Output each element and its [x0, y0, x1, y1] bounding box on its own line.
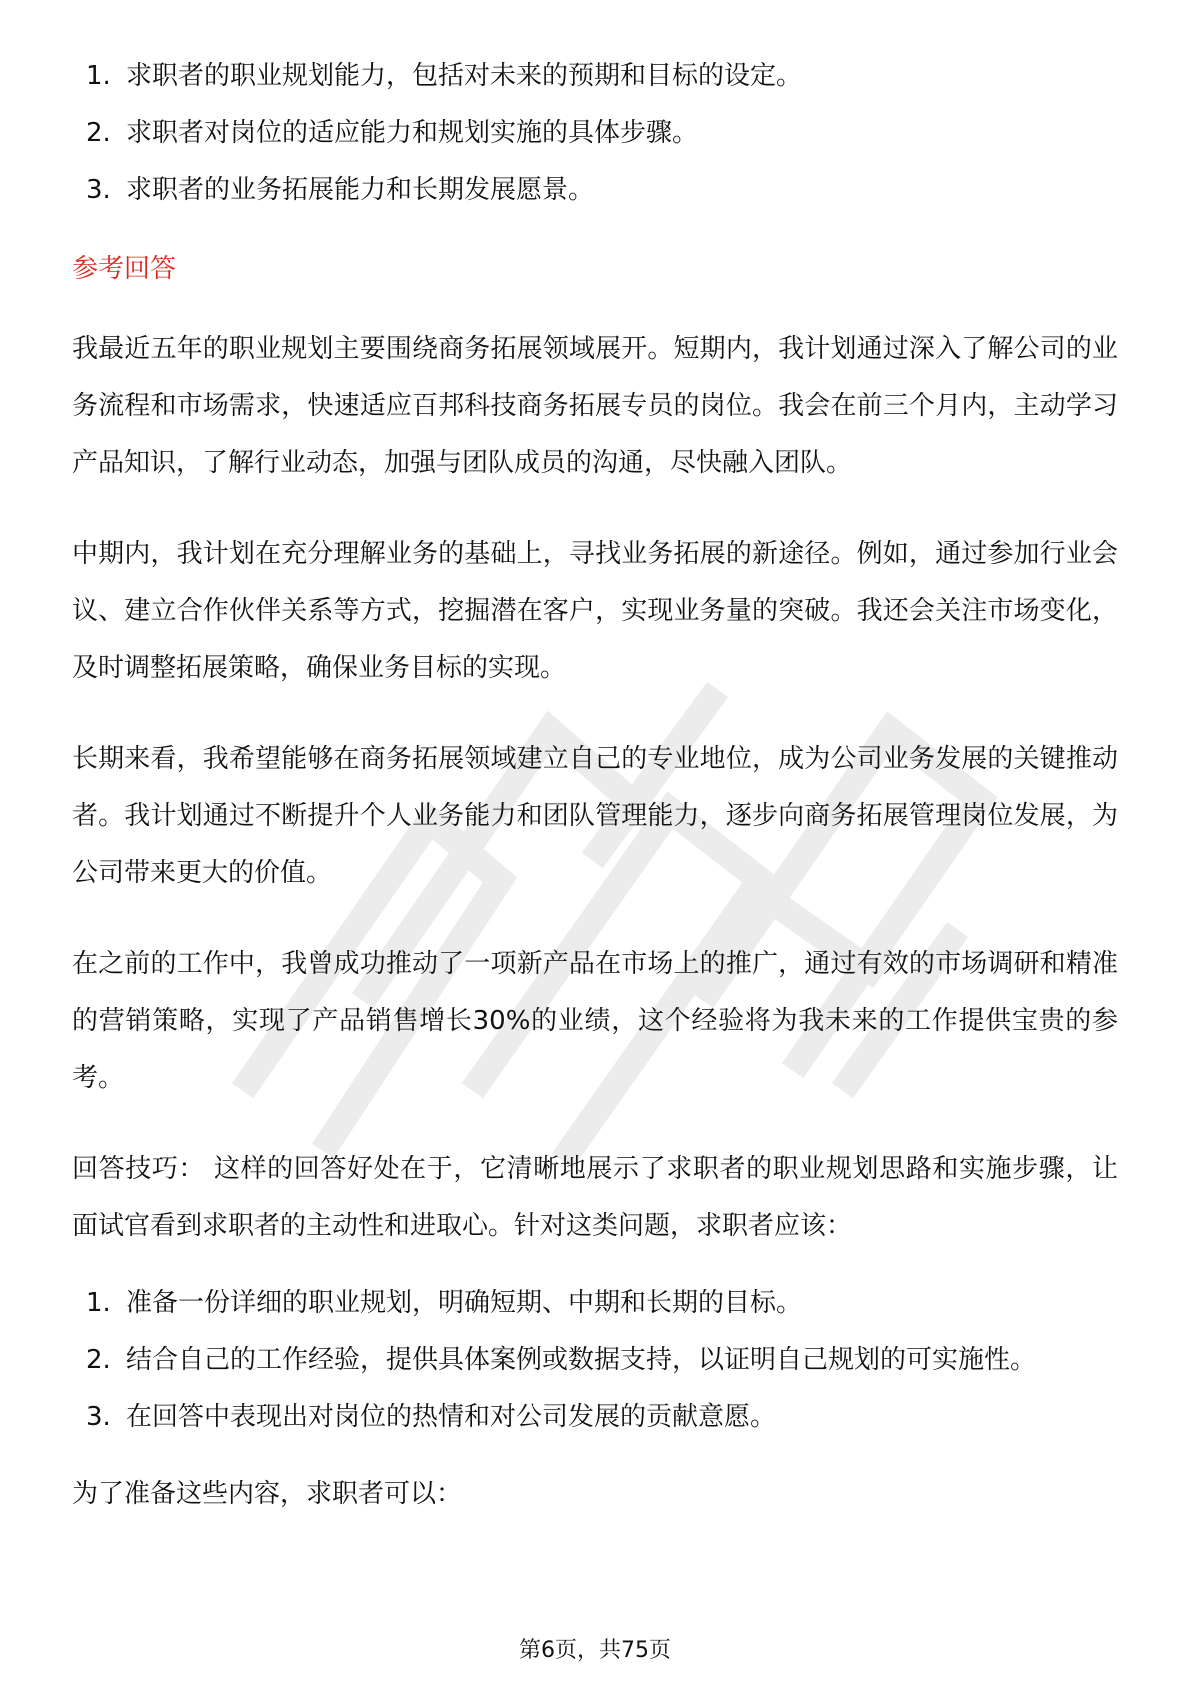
list-item — [72, 162, 1118, 219]
list-item — [72, 105, 1118, 162]
list-text: 准备一份详细的职业规划，明确短期、中期和长期的目标。 — [126, 1288, 803, 1318]
list-text: 求职者对岗位的适应能力和规划实施的具体步骤。 — [126, 118, 699, 148]
tips-list — [72, 1275, 1118, 1446]
paragraph-mid-term: 中期内，我计划在充分理解业务的基础上，寻找业务拓展的新途径。例如，通过参加行业会议、建立合作伙伴关系等方式，挖掘潜在客户，实现业务量的突破。我还会关注市场变化，及时调整拓展策略，确保业务目标的实现。 — [72, 539, 1118, 683]
list-number: 2. — [86, 118, 111, 148]
list-text: 求职者的职业规划能力，包括对未来的预期和目标的设定。 — [126, 61, 803, 91]
paragraph-experience: 在之前的工作中，我曾成功推动了一项新产品在市场上的推广，通过有效的市场调研和精准的营销策略，实现了产品销售增长30%的业绩，这个经验将为我未来的工作提供宝贵的参考。 — [72, 949, 1118, 1093]
paragraph-short-term: 我最近五年的职业规划主要围绕商务拓展领域展开。短期内，我计划通过深入了解公司的业务流程和市场需求，快速适应百邦科技商务拓展专员的岗位。我会在前三个月内，主动学习产品知识，了解行业动态，加强与团队成员的沟通，尽快融入团队。 — [72, 334, 1118, 478]
closing-line: 为了准备这些内容，求职者可以： — [72, 1479, 463, 1509]
list-number: 3. — [86, 175, 111, 205]
list-item — [72, 1389, 1118, 1446]
list-number: 1. — [86, 1288, 111, 1318]
intro-list — [72, 48, 1118, 219]
list-number: 3. — [86, 1402, 111, 1432]
paragraph-long-term: 长期来看，我希望能够在商务拓展领域建立自己的专业地位，成为公司业务发展的关键推动者。我计划通过不断提升个人业务能力和团队管理能力，逐步向商务拓展管理岗位发展，为公司带来更大的价值。 — [72, 744, 1118, 888]
paragraph-answer-tips: 回答技巧： 这样的回答好处在于，它清晰地展示了求职者的职业规划思路和实施步骤，让面试官看到求职者的主动性和进取心。针对这类问题，求职者应该： — [72, 1154, 1118, 1241]
list-text: 求职者的业务拓展能力和长期发展愿景。 — [126, 175, 595, 205]
list-number: 1. — [86, 61, 111, 91]
list-text: 结合自己的工作经验，提供具体案例或数据支持，以证明自己规划的可实施性。 — [126, 1345, 1037, 1375]
list-number: 2. — [86, 1345, 111, 1375]
list-text: 在回答中表现出对岗位的热情和对公司发展的贡献意愿。 — [126, 1402, 777, 1432]
section-heading-reference-answer: 参考回答 — [72, 254, 177, 284]
page-number-footer: 第6页，共75页 — [519, 1638, 671, 1663]
list-item — [72, 1332, 1118, 1389]
list-item — [72, 48, 1118, 105]
list-item — [72, 1275, 1118, 1332]
document-body — [72, 48, 1118, 1523]
